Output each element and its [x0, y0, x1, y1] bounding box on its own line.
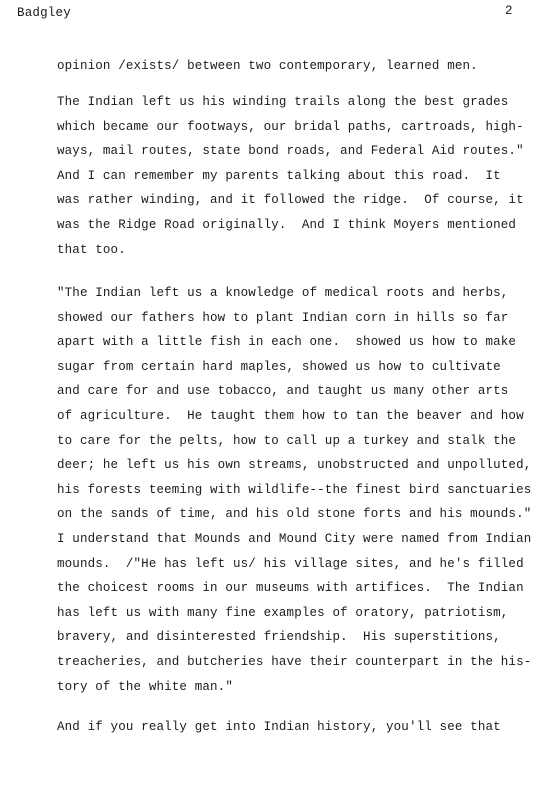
page-number: 2 [505, 4, 513, 18]
text-line: on the sands of time, and his old stone forts and his mounds." [57, 507, 532, 522]
text-line: that too. [57, 242, 126, 257]
text-line: treacheries, and butcheries have their counterpart in the his- [57, 654, 532, 669]
header-name: Badgley [17, 6, 71, 20]
text-line: the choicest rooms in our museums with artifices. The Indian [57, 581, 524, 596]
text-line: was the Ridge Road originally. And I think Moyers mentioned [57, 217, 517, 232]
text-line: showed our fathers how to plant Indian corn in hills so far [57, 310, 509, 325]
paragraph [57, 90, 547, 262]
text-line: his forests teeming with wildlife--the finest bird sanctuaries [57, 482, 532, 497]
paragraph [57, 715, 547, 740]
text-line: sugar from certain hard maples, showed us how to cultivate [57, 359, 501, 374]
text-line: The Indian left us his winding trails along the best grades [57, 95, 509, 109]
text-line: deer; he left us his own streams, unobstructed and unpolluted, [57, 458, 532, 473]
text-line: which became our footways, our bridal paths, cartroads, high- [57, 119, 524, 134]
text-line: ways, mail routes, state bond roads, and Federal Aid routes." [57, 144, 524, 159]
text-line: opinion /exists/ between two contemporary, learned men. [57, 59, 478, 73]
text-line: was rather winding, and it followed the ridge. Of course, it [57, 193, 524, 208]
paragraph [57, 54, 547, 79]
text-line: bravery, and disinterested friendship. His superstitions, [57, 630, 501, 645]
text-line: and care for and use tobacco, and taught us many other arts [57, 384, 509, 399]
text-line: And I can remember my parents talking about this road. It [57, 168, 501, 183]
text-line: apart with a little fish in each one. showed us how to make [57, 335, 517, 350]
text-line: tory of the white man." [57, 679, 233, 694]
text-line: I understand that Mounds and Mound City were named from Indian [57, 531, 532, 546]
text-line: mounds. /"He has left us/ his village sites, and he's filled [57, 556, 524, 571]
paragraph [57, 281, 547, 699]
text-line: to care for the pelts, how to call up a turkey and stalk the [57, 433, 517, 448]
text-line: "The Indian left us a knowledge of medical roots and herbs, [57, 286, 509, 300]
text-line: of agriculture. He taught them how to tan the beaver and how [57, 408, 524, 423]
text-line: And if you really get into Indian history, you'll see that [57, 720, 501, 734]
text-line: has left us with many fine examples of oratory, patriotism, [57, 605, 509, 620]
